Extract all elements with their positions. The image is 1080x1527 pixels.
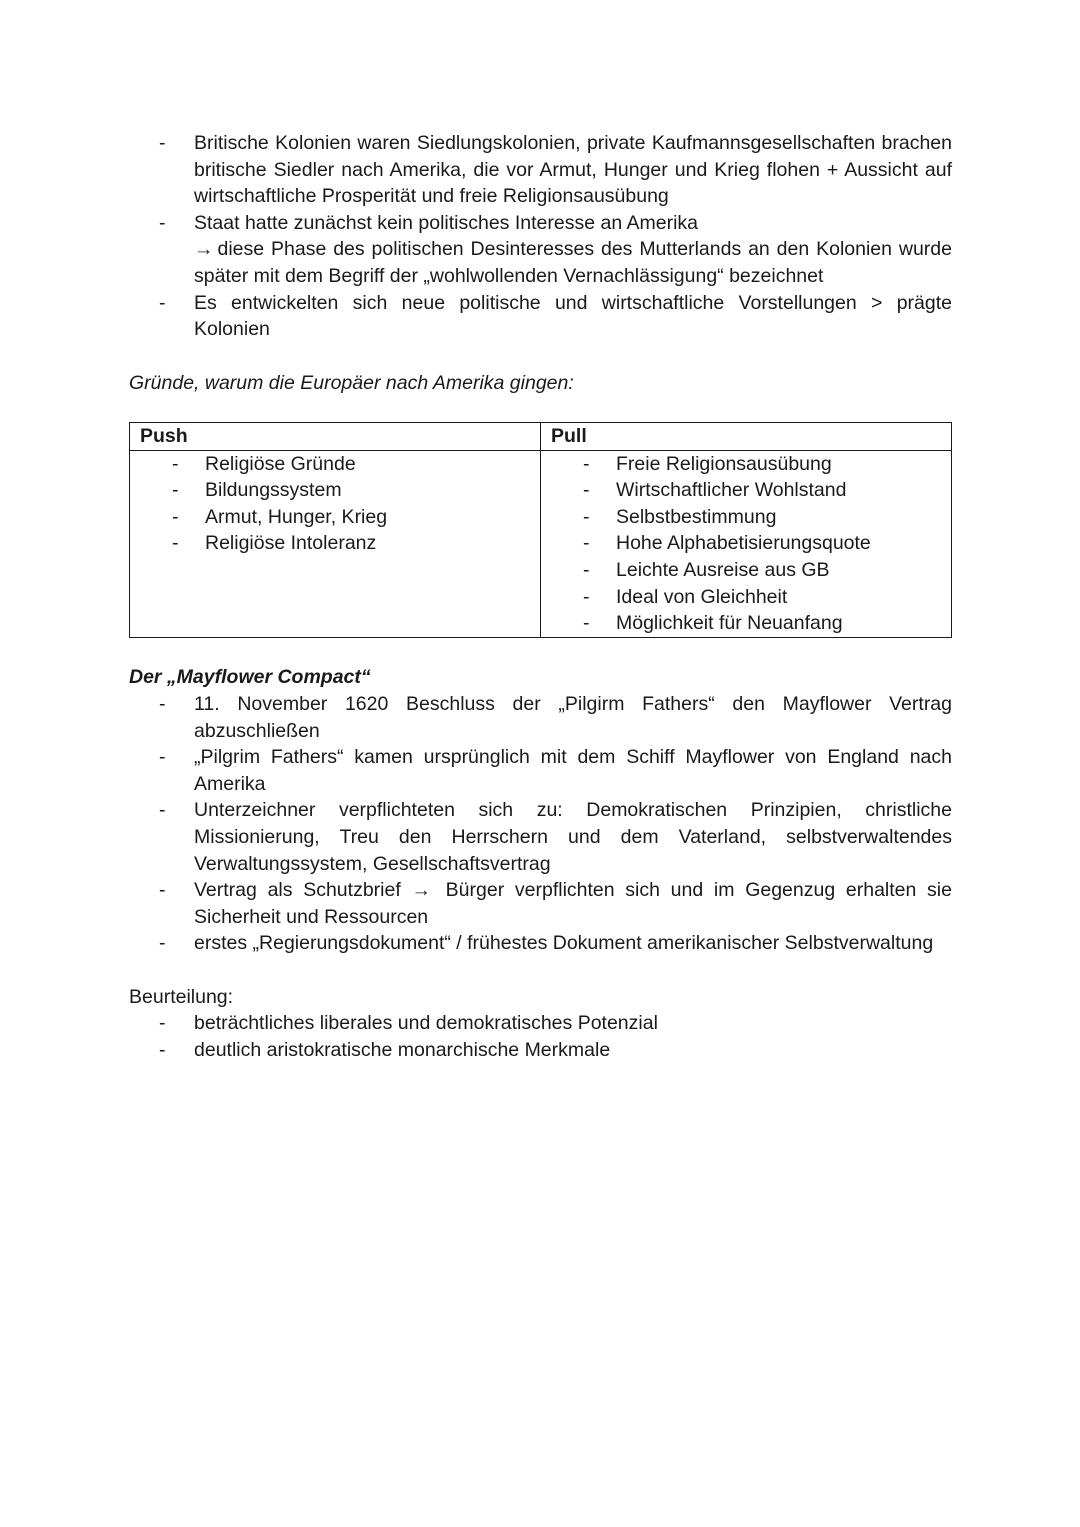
list-item: - Leichte Ausreise aus GB [541,557,951,584]
assessment-heading: Beurteilung: [129,986,234,1008]
list-item: - Möglichkeit für Neuanfang [541,610,951,637]
push-header: Push [130,423,541,451]
mayflower-heading: Der „Mayflower Compact“ [129,666,371,688]
list-item: - Religiöse Intoleranz [130,530,540,557]
list-item: - Vertrag als Schutzbrief → Bürger verpflichten sich und im Gegenzug erhalten sie Sicherheit und Ressourcen [129,877,952,930]
list-item: - Britische Kolonien waren Siedlungskolonien, private Kaufmannsgesellschaften brachen britische Siedler nach Amerika, die vor Armut, Hunger und Krieg flohen + Aussicht auf wirtschaftliche Prosperität und freie Religionsausübung [129,130,952,210]
push-pull-table [129,422,952,638]
list-item: - Ideal von Gleichheit [541,584,951,611]
list-item: - Unterzeichner verpflichteten sich zu: Demokratischen Prinzipien, christliche Missionierung, Treu den Herrschern und dem Vaterland, selbstverwaltendes Verwaltungssystem, Gesellschaftsvertrag [129,797,952,877]
assessment-list [129,1010,952,1063]
list-item: - Wirtschaftlicher Wohlstand [541,477,951,504]
pull-header: Pull [541,423,952,451]
arrow-right-icon: → [194,238,214,261]
list-item: - Religiöse Gründe [130,451,540,478]
list-item: - Freie Religionsausübung [541,451,951,478]
list-item: - Armut, Hunger, Krieg [130,504,540,531]
pull-list [541,451,951,637]
list-item: - erstes „Regierungsdokument“ / frühestes Dokument amerikanischer Selbstverwaltung [129,930,952,957]
pull-cell [541,450,952,637]
list-item: - beträchtliches liberales und demokratisches Potenzial [129,1010,952,1037]
push-list [130,451,540,557]
list-item: - 11. November 1620 Beschluss der „Pilgirm Fathers“ den Mayflower Vertrag abzuschließen [129,691,952,744]
reasons-heading: Gründe, warum die Europäer nach Amerika gingen: [129,372,574,394]
list-item: - deutlich aristokratische monarchische Merkmale [129,1037,952,1064]
list-item: - Staat hatte zunächst kein politisches Interesse an Amerika → diese Phase des politischen Desinteresses des Mutterlands an den Kolonien wurde später mit dem Begriff der „wohlwollenden Vernachlässigung“ bezeichnet [129,210,952,290]
mayflower-list [129,691,952,957]
list-item: - Selbstbestimmung [541,504,951,531]
push-cell [130,450,541,637]
list-item: - Hohe Alphabetisierungsquote [541,530,951,557]
list-item: - Bildungssystem [130,477,540,504]
arrow-right-icon: → [411,879,431,902]
list-item: - „Pilgrim Fathers“ kamen ursprünglich mit dem Schiff Mayflower von England nach Amerika [129,744,952,797]
list-item: - Es entwickelten sich neue politische und wirtschaftliche Vorstellungen > prägte Kolonien [129,290,952,343]
intro-list [129,130,952,343]
